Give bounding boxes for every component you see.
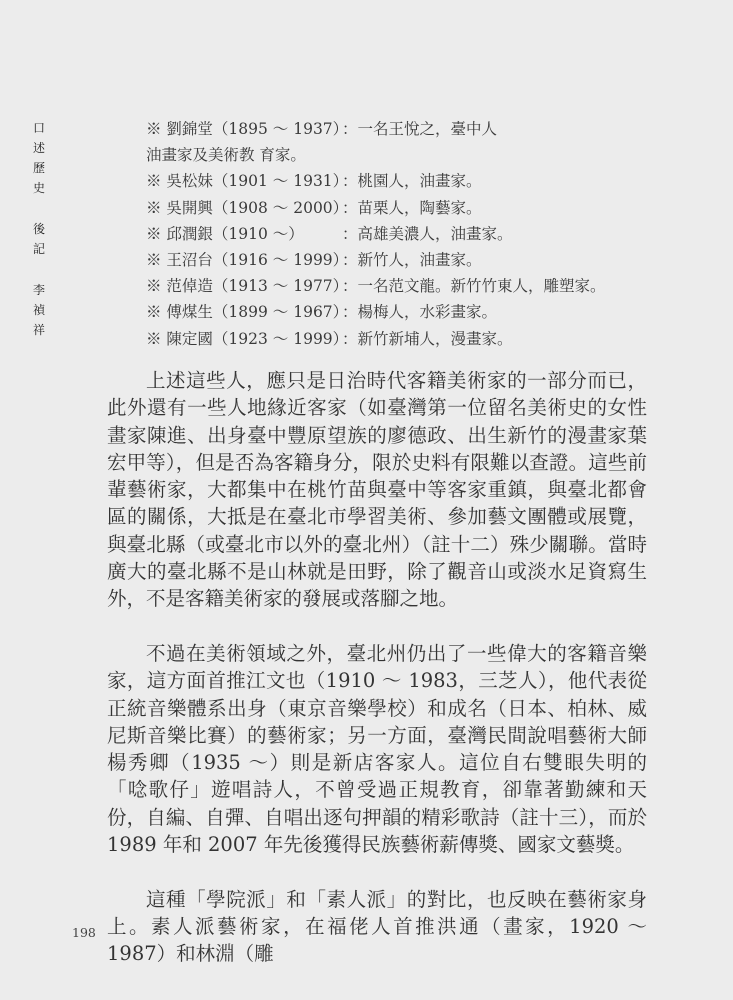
side-char: 後: [32, 222, 45, 236]
note-desc: ：一名王悅之，臺中人: [342, 120, 498, 138]
side-title-section: [29, 219, 49, 259]
note-desc: ：苗栗人，陶藝家。: [342, 198, 482, 217]
note-desc: ：新竹人，油畫家。: [342, 250, 482, 269]
side-char: 歷: [32, 161, 45, 175]
note-item: [146, 142, 666, 168]
note-name: ※ 王沼台（1916 ～ 1999）: [146, 250, 349, 269]
side-char: 李: [32, 283, 45, 297]
note-name: ※ 陳定國（1923 ～ 1999）: [146, 329, 349, 348]
note-item: [146, 195, 666, 221]
artist-notes-list: [146, 116, 666, 352]
note-item: [146, 168, 666, 194]
note-desc: ：一名范文龍。新竹竹東人，雕塑家。: [342, 277, 606, 296]
note-name: ※ 范倬造（1913 ～ 1977）: [146, 277, 349, 296]
side-running-title: [29, 118, 49, 361]
note-item: [146, 221, 666, 247]
side-char: 祥: [32, 323, 45, 337]
side-char: 口: [32, 121, 45, 135]
note-desc: ：新竹新埔人，漫畫家。: [342, 329, 513, 348]
paragraph: 這種「學院派」和「素人派」的對比，也反映在藝術家身上。素人派藝術家，在福佬人首推洪通（畫家，1920 ～ 1987）和林淵（雕: [107, 887, 647, 966]
side-char: 禎: [32, 303, 45, 317]
note-item: [146, 247, 666, 273]
body-text: [107, 367, 647, 995]
note-item: [146, 299, 666, 325]
note-name: 油畫家及美術教 育家。: [146, 146, 306, 165]
paragraph: 不過在美術領域之外，臺北州仍出了一些偉大的客籍音樂家，這方面首推江文也（1910 ～ 1983，三芝人），他代表從正統音樂體系出身（東京音樂學校）和成名（日本、柏林、威尼斯音樂比賽）的藝術家；另一方面，臺灣民間說唱藝術大師楊秀卿（1935 ～）則是新店客家人。這位自右雙眼失明的「唸歌仔」遊唱詩人，不曾受過正規教育，卻靠著勤練和天份，自編、自彈、自唱出逐句押韻的精彩歌詩（註十三），而於 1989 年和 2007 年先後獲得民族藝術薪傳獎、國家文藝獎。: [107, 641, 647, 857]
note-name: ※ 吳開興（1908 ～ 2000）: [146, 198, 349, 217]
paragraph: 上述這些人，應只是日治時代客籍美術家的一部分而已，此外還有一些人地緣近客家（如臺灣第一位留名美術史的女性畫家陳進、出身臺中豐原望族的廖德政、出生新竹的漫畫家葉宏甲等），但是否為客籍身分，限於史料有限難以查證。這些前輩藝術家，大都集中在桃竹苗與臺中等客家重鎮，與臺北都會區的關係，大抵是在臺北市學習美術、參加藝文團體或展覽，與臺北縣（或臺北市以外的臺北州）（註十二）殊少關聯。當時廣大的臺北縣不是山林就是田野，除了觀音山或淡水足資寫生外，不是客籍美術家的發展或落腳之地。: [107, 369, 647, 611]
side-char: 記: [32, 242, 45, 256]
note-name: ※ 吳松妹（1901 ～ 1931）: [146, 172, 349, 191]
note-item: [146, 116, 666, 142]
note-desc: ：高雄美濃人，油畫家。: [342, 224, 513, 243]
page-number: 198: [72, 925, 96, 940]
note-name: ※ 劉錦堂（1895 ～ 1937）: [146, 120, 349, 138]
side-title-book: [29, 118, 49, 198]
side-title-author: [29, 280, 49, 340]
side-char: 述: [32, 141, 45, 155]
note-item: [146, 273, 666, 299]
note-name: ※ 傅煤生（1899 ～ 1967）: [146, 303, 349, 322]
side-char: 史: [32, 181, 45, 195]
note-item: [146, 326, 666, 352]
note-desc: ：楊梅人，水彩畫家。: [342, 303, 498, 322]
note-desc: ：桃園人，油畫家。: [342, 172, 482, 191]
note-name: ※ 邱潤銀（1910 ～）: [146, 224, 304, 243]
